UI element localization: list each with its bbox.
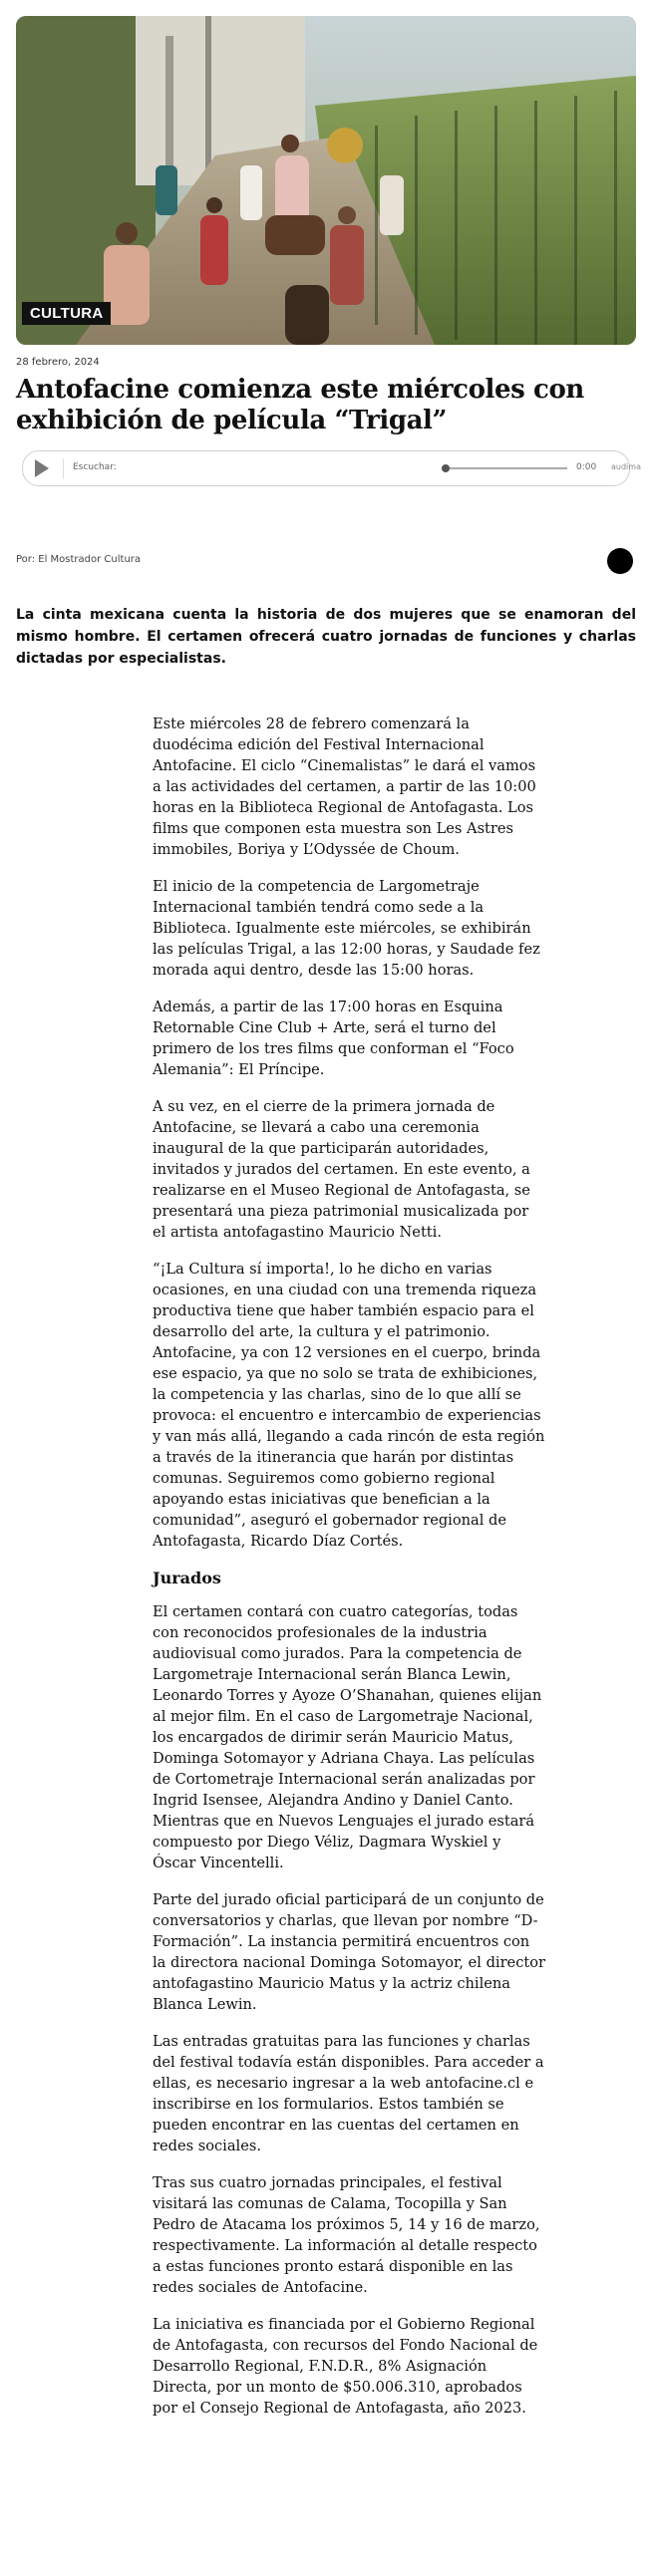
article-body — [153, 714, 545, 2434]
play-icon[interactable] — [35, 459, 49, 477]
paragraph: Parte del jurado oficial participará de un conjunto de conversatorios y charlas, que llevan por nombre “D-Formación”. La instancia permitirá encuentros con la directora nacional Dominga Sotomayor, el director antofagastino Mauricio Matus y la actriz chilena Blanca Lewin. — [153, 1891, 545, 2013]
author-byline[interactable]: Por: El Mostrador Cultura — [16, 554, 142, 565]
progress-track[interactable] — [446, 467, 567, 469]
paragraph: La iniciativa es financiada por el Gobierno Regional de Antofagasta, con recursos del Fondo Nacional de Desarrollo Regional, F.N.D.R., 8% Asignación Directa, por un monto de $50.006.310, aprobados por el Consejo Regional de Antofagasta, año 2023. — [153, 2316, 538, 2417]
article-title: Antofacine comienza este miércoles con exhibición de película “Trigal” — [16, 375, 584, 435]
audima-label[interactable]: audima — [611, 462, 641, 471]
paragraph: Además, a partir de las 17:00 horas en Esquina Retornable Cine Club + Arte, será el turno del primero de los tres films que conforman el “Foco Alemania”: El Príncipe. — [153, 999, 514, 1078]
audio-player — [22, 450, 641, 486]
paragraph: A su vez, en el cierre de la primera jornada de Antofacine, se llevará a cabo una ceremonia inaugural de la que participarán autoridades, invitados y jurados del certamen. En este evento, a realizarse en el Museo Regional de Antofagasta, se presentará una pieza patrimonial musicalizada por el artista antofagastino Mauricio Netti. — [153, 1098, 530, 1241]
section-heading: Jurados — [153, 1569, 221, 1587]
paragraph: Las entradas gratuitas para las funciones y charlas del festival todavía están disponibles. Para acceder a ellas, es necesario ingresar a la web antofacine.cl e inscribirse en los formularios. Estos también se pueden encontrar en las cuentas del certamen en redes sociales. — [153, 2033, 544, 2154]
hero-image[interactable] — [16, 16, 636, 345]
paragraph: El certamen contará con cuatro categorías, todas con reconocidos profesionales de la industria audiovisual como jurados. Para la competencia de Largometraje Internacional serán Blanca Lewin, Leonardo Torres y Ayoze O’Shanahan, quienes elijan al mejor film. En el caso de Largometraje Nacional, los encargados de dirimir serán Mauricio Matus, Dominga Sotomayor y Adriana Chaya. Las películas de Cortometraje Internacional serán analizadas por Ingrid Isensee, Alejandra Andino y Daniel Canto. Mientras que en Nuevos Lenguajes el jurado estará compuesto por Diego Véliz, Dagmara Wyskiel y Óscar Vincentelli. — [153, 1603, 542, 1871]
category-badge[interactable]: CULTURA — [22, 302, 111, 325]
publish-date: 28 febrero, 2024 — [16, 357, 100, 368]
paragraph: Este miércoles 28 de febrero comenzará la duodécima edición del Festival Internacional Antofacine. El ciclo “Cinemalistas” le dará el vamos a las actividades del certamen, a partir de las 10:00 horas en la Biblioteca Regional de Antofagasta. Los films que componen esta muestra son Les Astres immobiles, Boriya y L’Odyssée de Choum. — [153, 716, 536, 858]
article-lead: La cinta mexicana cuenta la historia de dos mujeres que se enamoran del mismo hombre. El certamen ofrecerá cuatro jornadas de funciones y charlas dictadas por especialistas. — [16, 607, 636, 667]
time-display: 0:00 — [576, 462, 597, 472]
author-avatar[interactable] — [607, 548, 633, 574]
paragraph: “¡La Cultura sí importa!, lo he dicho en varias ocasiones, en una ciudad con una tremenda riqueza productiva tiene que haber también espacio para el desarrollo del arte, la cultura y el patrimonio. Antofacine, ya con 12 versiones en el cuerpo, brinda ese espacio, ya que no solo se trata de exhibiciones, la competencia y las charlas, sino de lo que allí se provoca: el encuentro e intercambio de experiencias y van más allá, llegando a cada rincón de esta región a través de la itinerancia que harán por distintas comunas. Seguiremos como gobierno regional apoyando estas iniciativas que benefician a la comunidad”, aseguró el gobernador regional de Antofagasta, Ricardo Díaz Cortés. — [153, 1261, 545, 1550]
paragraph: Tras sus cuatro jornadas principales, el festival visitará las comunas de Calama, Tocopilla y San Pedro de Atacama los próximos 5, 14 y 16 de marzo, respectivamente. La información al detalle respecto a estas funciones pronto estará disponible en las redes sociales de Antofacine. — [153, 2174, 540, 2296]
listen-label: Escuchar: — [73, 462, 117, 472]
progress-knob[interactable] — [442, 464, 450, 472]
paragraph: El inicio de la competencia de Largometraje Internacional también tendrá como sede a la Biblioteca. Igualmente este miércoles, se exhibirán las películas Trigal, a las 12:00 horas, y Saudade fez morada aqui dentro, desde las 15:00 horas. — [153, 878, 540, 979]
hero-photo — [16, 16, 636, 345]
player-divider — [63, 458, 64, 478]
